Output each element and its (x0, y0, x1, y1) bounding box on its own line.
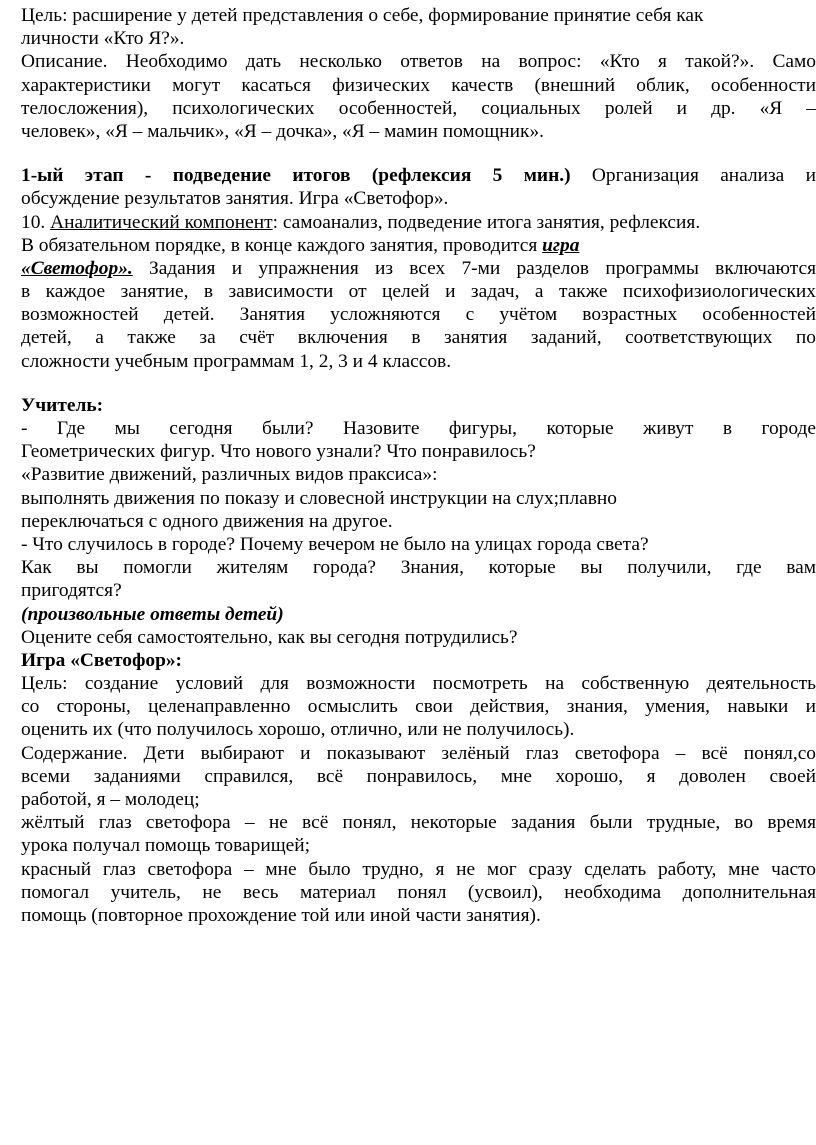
stage-title: 1-ый этап - подведение итогов (рефлексия 5 мин.) (21, 165, 571, 187)
document-page (21, 0, 816, 927)
stage-text: Организация анализа и (570, 165, 816, 187)
teacher-line-6: - Что случилось в городе? Почему вечером не было на улицах города света? (21, 533, 649, 555)
game-text: Задания и упражнения из всех 7-ми разделов программы включаются (132, 257, 816, 279)
item-10-text: : самоанализ, подведение итога занятия, рефлексия. (272, 211, 701, 233)
game-name: «Светофор». (21, 257, 133, 279)
teacher-line-4: выполнять движения по показу и словесной инструкции на слух;плавно (21, 487, 617, 509)
content-line-3: работой, я – молодец; (21, 789, 200, 810)
teacher-line-3: «Развитие движений, различных видов праксиса»: (21, 464, 438, 486)
game-goal-line-1: Цель: создание условий для возможности посмотреть на собственную деятельность (21, 673, 816, 695)
spacer (21, 373, 816, 394)
description-line-2: характеристики могут касаться физических качеств (внешний облик, особенности (21, 74, 816, 96)
teacher-heading: Учитель: (21, 394, 104, 416)
content-line-6: красный глаз светофора – мне было трудно, я не мог сразу сделать работу, мне часто (21, 858, 816, 880)
stage-line-2: обсуждение результатов занятия. Игра «Светофор». (21, 188, 449, 210)
content-line-8: помощь (повторное прохождение той или иной части занятия). (21, 904, 541, 926)
content-line-7: помогал учитель, не весь материал понял (усвоил), необходима дополнительная (21, 881, 816, 903)
item-10-label: Аналитический компонент (50, 211, 273, 233)
game-word: игра (542, 234, 580, 256)
mandatory-text: В обязательном порядке, в конце каждого занятия, проводится (21, 234, 543, 256)
stage-line-1 (21, 164, 816, 187)
content-line-1: Содержание. Дети выбирают и показывают зелёный глаз светофора – всё понял,со (21, 742, 816, 764)
teacher-line-2: Геометрических фигур. Что нового узнали? Что понравилось? (21, 441, 536, 463)
program-line-4: сложности учебным программам 1, 2, 3 и 4 классов. (21, 350, 452, 372)
program-line-3: детей, а также за счёт включения в занятия заданий, соответствующих по (21, 327, 816, 349)
description-line-1: Описание. Необходимо дать несколько ответов на вопрос: «Кто я такой?». Само (21, 51, 816, 73)
content-line-2: всеми заданиями справился, всё понравилось, мне хорошо, я доволен своей (21, 765, 816, 787)
spacer (21, 143, 816, 164)
item-10-line (21, 211, 816, 234)
teacher-line-8: пригодятся? (21, 580, 122, 602)
mandatory-line (21, 234, 816, 257)
goal-line-1: Цель: расширение у детей представления о себе, формирование принятие себя как (21, 5, 704, 26)
teacher-line-1: - Где мы сегодня были? Назовите фигуры, которые живут в городе (21, 418, 816, 439)
content-line-5: урока получал помощь товарищей; (21, 835, 310, 857)
program-line-1: в каждое занятие, в зависимости от целей и задач, а также психофизиологических (21, 281, 816, 303)
teacher-line-5: переключаться с одного движения на другое. (21, 510, 393, 532)
game-line (21, 257, 816, 280)
description-line-3: телосложения), психологических особенностей, социальных ролей и др. «Я – (21, 97, 816, 119)
goal-line-2: личности «Кто Я?». (21, 28, 185, 50)
children-answers: (произвольные ответы детей) (21, 603, 284, 625)
teacher-line-7: Как вы помогли жителям города? Знания, которые вы получили, где вам (21, 557, 816, 579)
program-line-2: возможностей детей. Занятия усложняются с учётом возрастных особенностей (21, 304, 816, 326)
content-line-4: жёлтый глаз светофора – не всё понял, некоторые задания были трудные, во время (21, 812, 816, 834)
game-heading: Игра «Светофор»: (21, 649, 183, 671)
description-line-4: человек», «Я – мальчик», «Я – дочка», «Я – мамин помощник». (21, 120, 545, 142)
game-goal-line-3: оценить их (что получилось хорошо, отлично, или не получилось). (21, 719, 575, 741)
item-10-number: 10. (21, 211, 51, 233)
game-goal-line-2: со стороны, целенаправленно осмыслить свои действия, знания, умения, навыки и (21, 696, 816, 718)
self-assessment: Оцените себя самостоятельно, как вы сегодня потрудились? (21, 626, 518, 648)
